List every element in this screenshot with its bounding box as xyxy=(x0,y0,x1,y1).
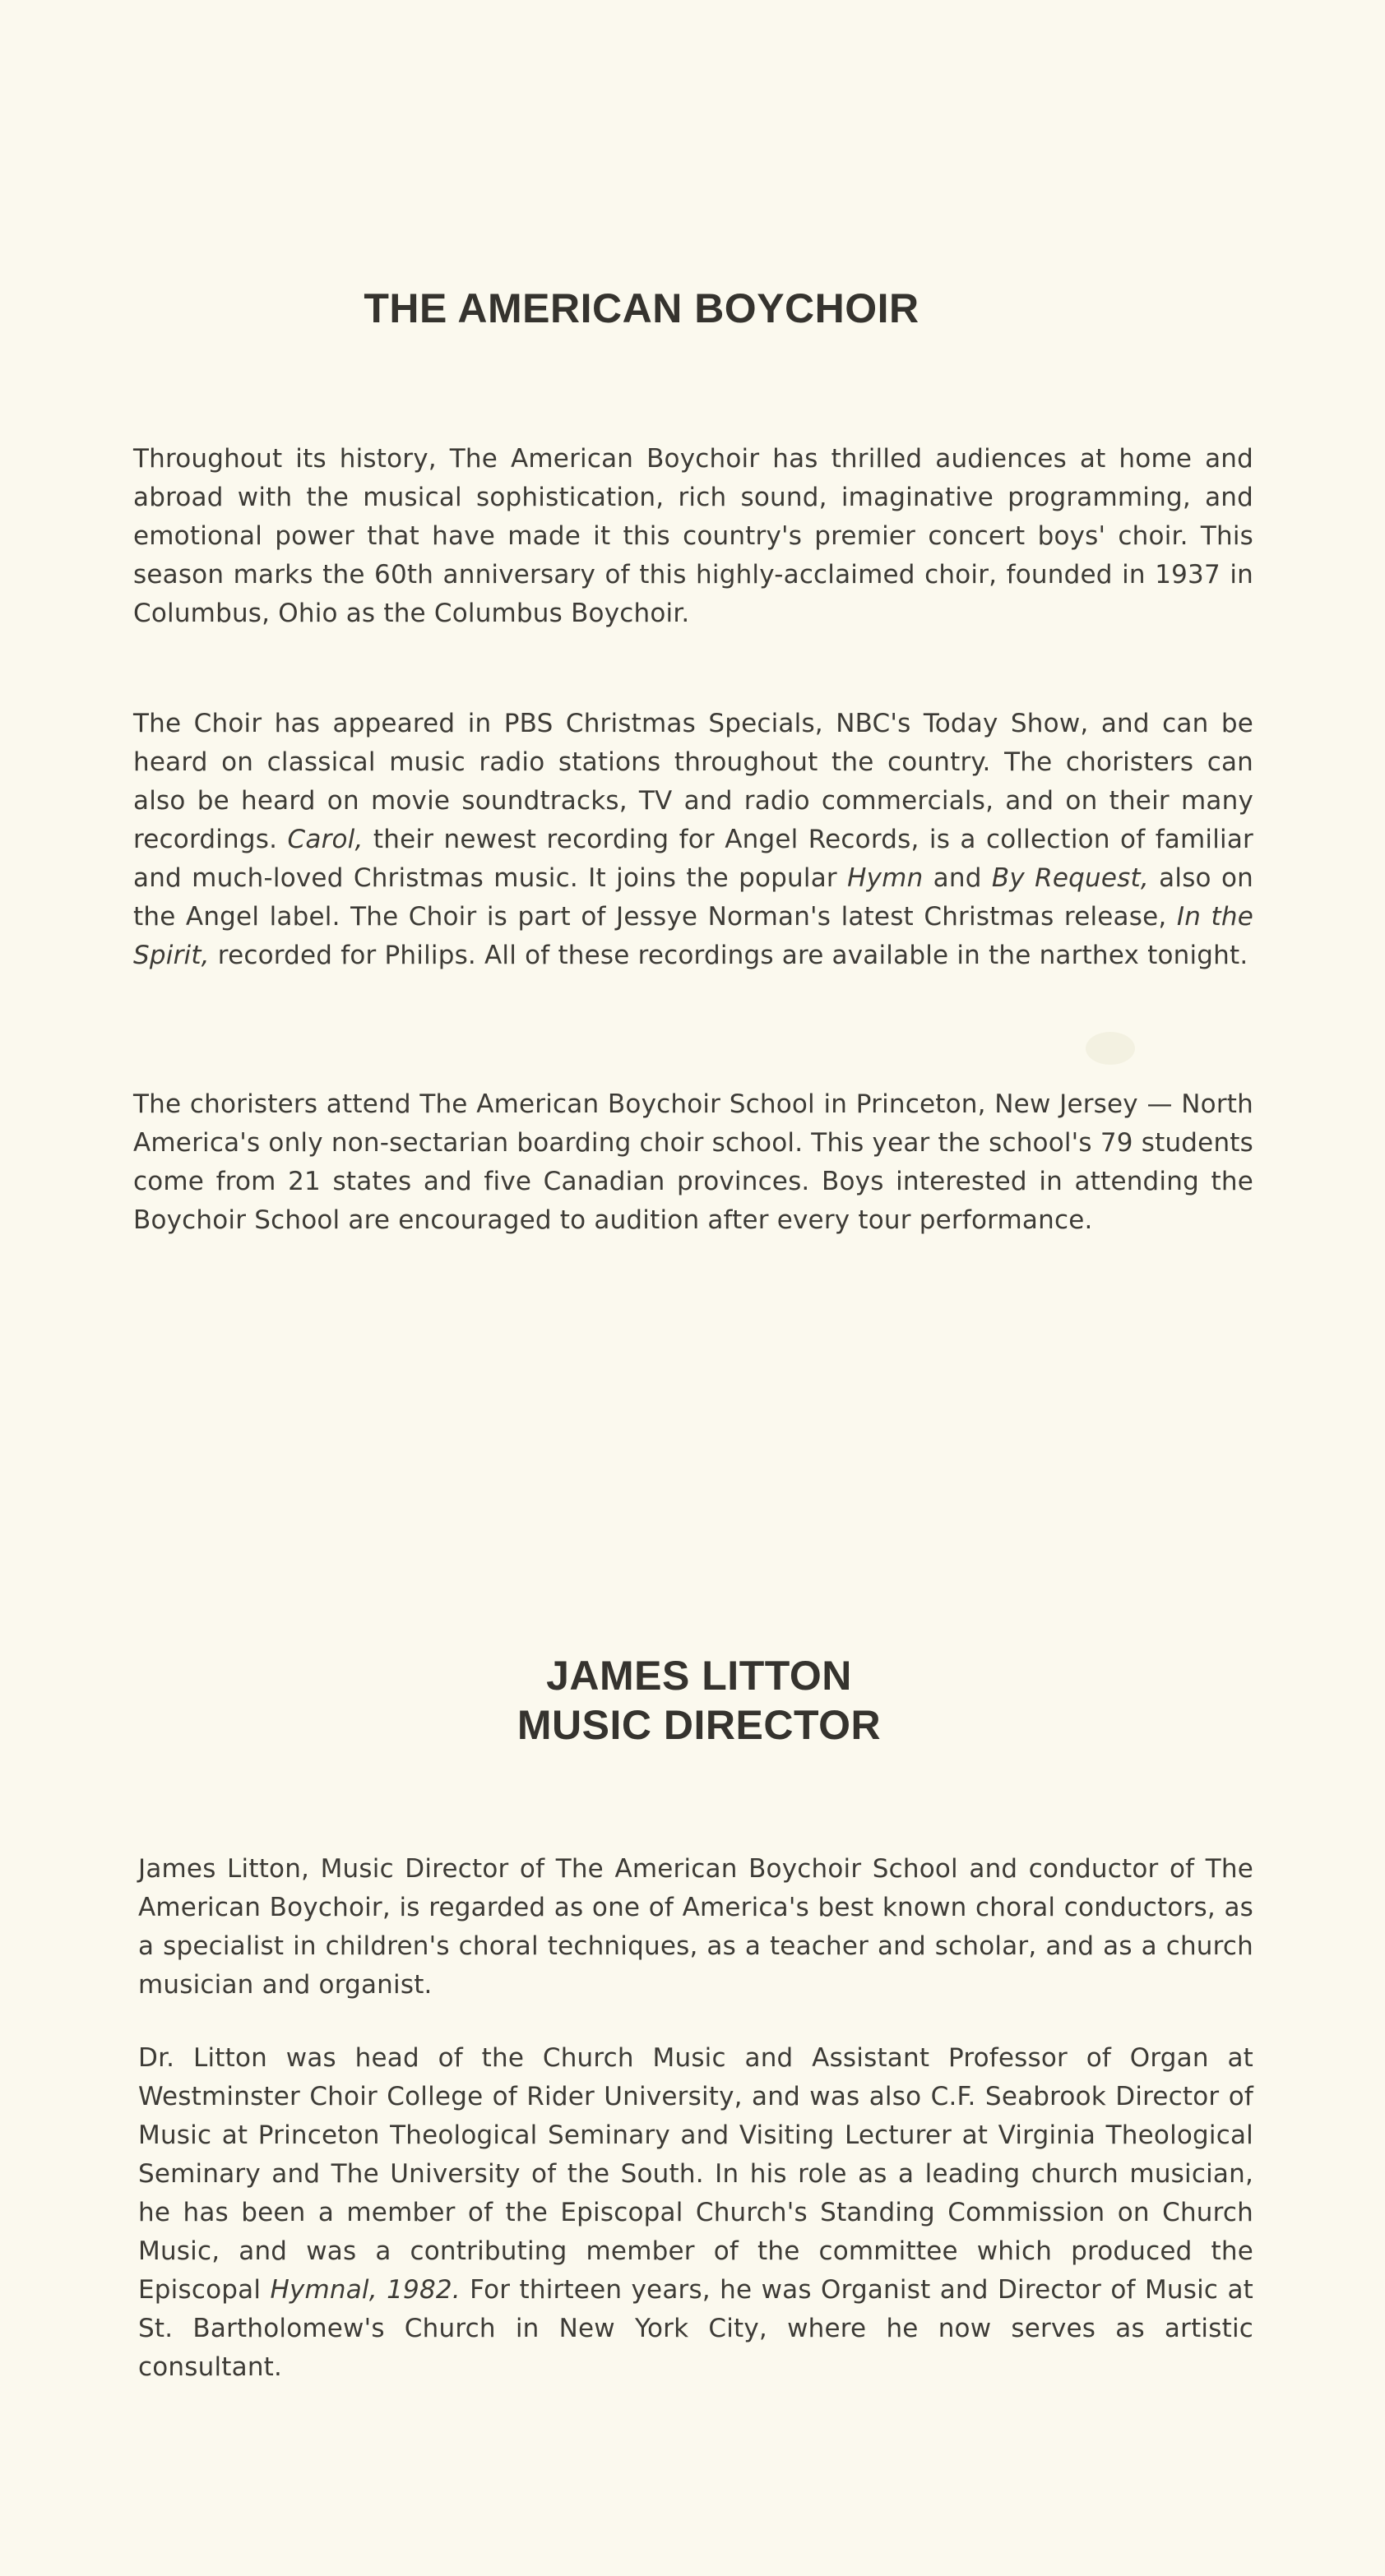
litton-career-paragraph xyxy=(138,2039,1253,2387)
paper-smudge xyxy=(1086,1032,1135,1065)
litton-name: JAMES LITTON xyxy=(546,1653,852,1699)
boychoir-recordings-paragraph xyxy=(133,705,1253,975)
album-title-hymn: Hymn xyxy=(847,863,924,893)
boychoir-history-paragraph: Throughout its history, The American Boychoir has thrilled audiences at home and abroad with the musical sophistication, rich sound, imaginative programming, and emotional power that have made it this country's premier concert boys' choir. This season marks the 60th anniversary of this highly-acclaimed choir, founded in 1937 in Columbus, Ohio as the Columbus Boychoir. xyxy=(133,444,1253,628)
text-run: recorded for Philips. All of these recordings are available in the narthex tonight. xyxy=(209,941,1248,970)
litton-intro-paragraph: James Litton, Music Director of The American Boychoir School and conductor of The American Boychoir, is regarded as one of America's best known choral conductors, as a specialist in children's choral techniques, as a teacher and scholar, and as a church musician and organist. xyxy=(138,1854,1253,2000)
litton-role: MUSIC DIRECTOR xyxy=(516,1702,882,1748)
text-run: The Choir has appeared in PBS Christmas Specials, NBC's Today Show, and can be heard on classical music radio stations throughout the country. The choristers can also be heard on movie soundtracks, TV and radio commercials, and on their many recordings. xyxy=(133,709,1253,854)
text-run: also on the Angel label. The Choir is part of Jessye Norman's latest Christmas release, xyxy=(133,863,1253,932)
album-title-in-the-spirit: In the Spirit, xyxy=(133,902,1254,970)
text-run: Dr. Litton was head of the Church Music and Assistant Professor of Organ at Westminster Choir College of Rider University, and was also C.F. Seabrook Director of Music at Princeton Theological Seminary and Visiting Lecturer at Virginia Theological Seminary and The University of the South. In his role as a leading church musician, he has been a member of the Episcopal Church's Standing Commission on Church Music, and was a contributing member of the committee which produced the Episcopal xyxy=(138,2043,1253,2305)
text-run: For thirteen years, he was Organist and Director of Music at St. Bartholomew's Church in New York City, where he now serves as artistic consultant. xyxy=(138,2275,1254,2382)
boychoir-school-paragraph: The choristers attend The American Boychoir School in Princeton, New Jersey — North America's only non-sectarian boarding choir school. This year the school's 79 students come from 21 states and five Canadian provinces. Boys interested in attending the Boychoir School are encouraged to audition after every tour performance. xyxy=(133,1089,1253,1235)
album-title-carol: Carol, xyxy=(287,825,364,854)
boychoir-heading: THE AMERICAN BOYCHOIR xyxy=(364,285,919,331)
text-run: their newest recording for Angel Records, is a collection of familiar and much-loved Christmas music. It joins the popular xyxy=(133,825,1253,893)
text-run: and xyxy=(923,863,992,893)
litton-heading xyxy=(329,1651,1069,1750)
album-title-by-request: By Request, xyxy=(991,863,1149,893)
hymnal-title: Hymnal, 1982. xyxy=(270,2275,461,2305)
